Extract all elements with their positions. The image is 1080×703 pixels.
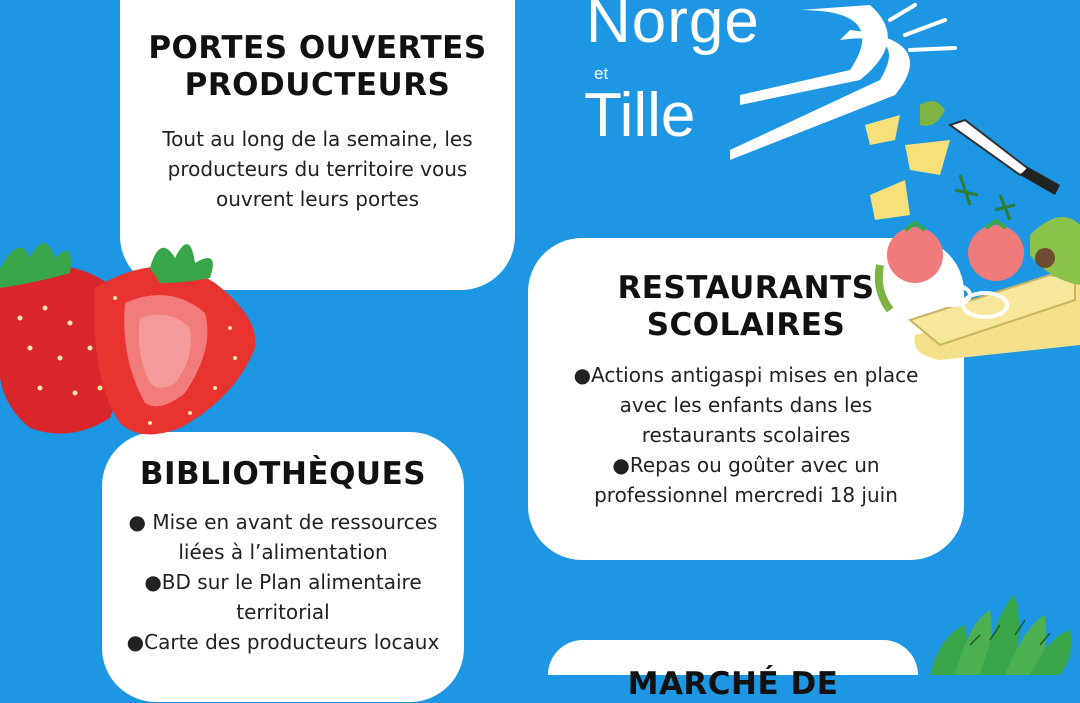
asparagus-illustration (930, 595, 1080, 675)
text-line: ●Actions antigaspi mises en place (573, 363, 919, 388)
text-line: ouvrent leurs portes (216, 187, 419, 212)
text-line: avec les enfants dans les (619, 393, 873, 418)
card-bibliotheques (102, 432, 464, 702)
card-text (102, 507, 464, 657)
card-title: BIBLIOTHÈQUES (139, 456, 427, 492)
card-title (120, 30, 515, 104)
card-text (120, 124, 515, 214)
title-line: PORTES OUVERTES (148, 30, 487, 66)
text-line: ●Carte des producteurs locaux (126, 630, 440, 655)
text-line: liées à l’alimentation (178, 540, 388, 565)
text-line: ●BD sur le Plan alimentaire (144, 570, 422, 595)
title-line: PRODUCTEURS (184, 67, 451, 104)
text-line: restaurants scolaires (641, 423, 851, 448)
logo-et: et (594, 64, 609, 83)
logo-tille: Tille (584, 81, 696, 150)
text-line: ●Repas ou goûter avec un (612, 453, 880, 478)
card-text (528, 360, 964, 510)
strawberry-illustration (0, 228, 262, 443)
text-line: Tout au long de la semaine, les (162, 127, 473, 152)
card-marche (548, 640, 918, 702)
text-line: professionnel mercredi 18 juin (594, 483, 898, 508)
text-line: ● Mise en avant de ressources (128, 510, 438, 535)
text-line: producteurs du territoire vous (167, 157, 468, 182)
text-line: territorial (236, 600, 330, 625)
card-title: MARCHÉ DE (627, 666, 839, 702)
title-line: RESTAURANTS (617, 270, 875, 306)
title-line: SCOLAIRES (646, 307, 846, 344)
logo-norge: Norge (586, 0, 760, 56)
salad-knife-illustration (860, 95, 1080, 360)
